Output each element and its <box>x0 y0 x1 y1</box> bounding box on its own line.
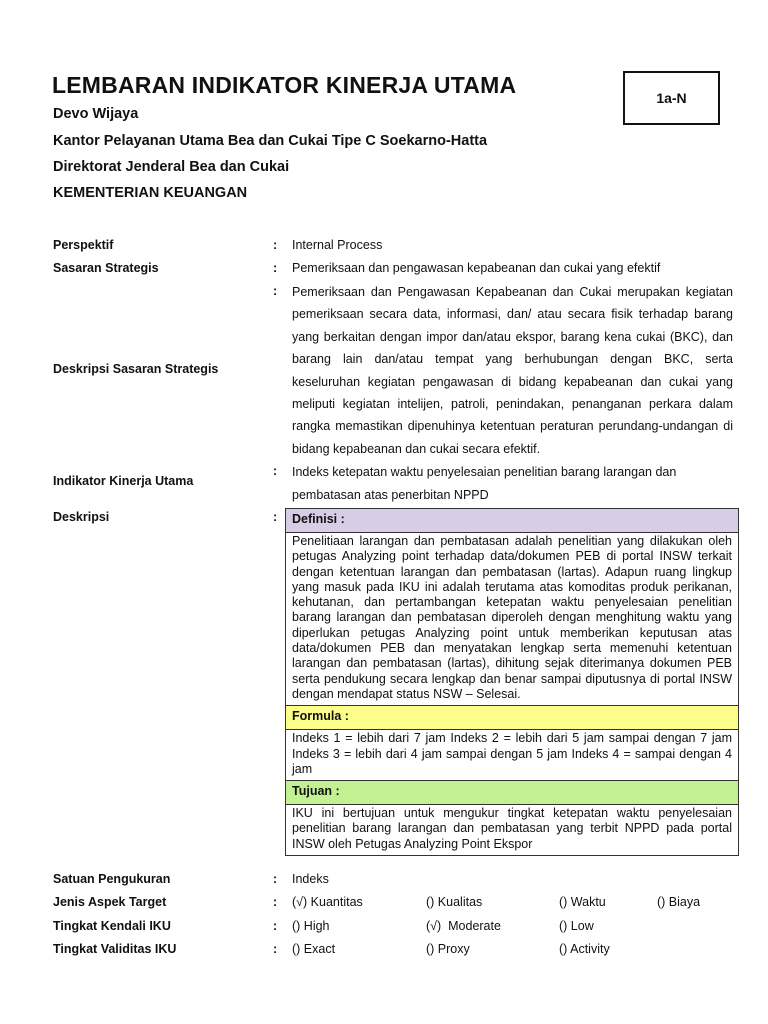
colon: : <box>273 510 278 524</box>
colon: : <box>273 464 278 478</box>
jenis-label: Jenis Aspek Target <box>53 895 167 909</box>
ministry-name: KEMENTERIAN KEUANGAN <box>53 185 248 201</box>
colon: : <box>273 261 278 275</box>
validitas-option-proxy: () Proxy <box>426 942 470 956</box>
satuan-value: Indeks <box>292 872 329 886</box>
deskripsi-label: Deskripsi <box>53 510 110 524</box>
employee-name: Devo Wijaya <box>53 106 139 122</box>
iku-label: Indikator Kinerja Utama <box>53 474 194 488</box>
kendali-option-high: () High <box>292 919 330 933</box>
directorate-name: Direktorat Jenderal Bea dan Cukai <box>53 159 290 175</box>
colon: : <box>273 919 278 933</box>
sasaran-label: Sasaran Strategis <box>53 261 159 275</box>
jenis-option-kuantitas: (√) Kuantitas <box>292 895 363 909</box>
deskripsi-box <box>285 508 739 856</box>
perspektif-label: Perspektif <box>53 238 114 252</box>
colon: : <box>273 872 278 886</box>
formula-body: Indeks 1 = lebih dari 7 jam Indeks 2 = lebih dari 5 jam sampai dengan 7 jam Indeks 3 = lebih dari 4 jam sampai dengan 5 jam Indeks 4 = sampai dengan 4 jam <box>286 730 738 781</box>
page-title: LEMBARAN INDIKATOR KINERJA UTAMA <box>52 72 517 98</box>
definisi-body: Penelitiaan larangan dan pembatasan adalah penelitian yang dilakukan oleh petugas Analyzing point terhadap data/dokumen PEB di portal INSW terkait dengan ketentuan larangan dan pembatasan (lartas). Adapun ruang lingkup yang masuk pada IKU ini adalah terutama atas komoditas produk perikanan, kehutanan, dan pertambangan ketepatan waktu penyelesaian penelitian barang larangan dan pembatasan diperoleh dengan menghitung waktu yang diperlukan petugas Analyzing point untuk memberikan keputusan atas data/dokumen PEB dan menyatakan lengkap serta memenuhi ketentuan larangan dan pembatasan (lartas), dihitung sejak diterimanya dokumen PEB serta pendukung secara lengkap dan benar sampai diputusnya di portal INSW dengan mendapat status NSW – Selesai. <box>286 533 738 706</box>
office-name: Kantor Pelayanan Utama Bea dan Cukai Tipe C Soekarno-Hatta <box>53 133 488 149</box>
kendali-label: Tingkat Kendali IKU <box>53 919 171 933</box>
sasaran-value: Pemeriksaan dan pengawasan kepabeanan dan cukai yang efektif <box>292 261 661 275</box>
validitas-option-exact: () Exact <box>292 942 336 956</box>
satuan-label: Satuan Pengukuran <box>53 872 171 886</box>
definisi-heading: Definisi : <box>286 509 738 533</box>
document-code: 1a-N <box>656 90 687 106</box>
tujuan-heading: Tujuan : <box>286 781 738 805</box>
validitas-label: Tingkat Validitas IKU <box>53 942 177 956</box>
validitas-option-activity: () Activity <box>559 942 610 956</box>
colon: : <box>273 238 278 252</box>
perspektif-value: Internal Process <box>292 238 383 252</box>
kendali-option-low: () Low <box>559 919 594 933</box>
jenis-option-biaya: () Biaya <box>657 895 701 909</box>
colon: : <box>273 942 278 956</box>
kendali-option-moderate: (√) Moderate <box>426 919 501 933</box>
colon: : <box>273 284 278 298</box>
deskripsi-sasaran-label: Deskripsi Sasaran Strategis <box>53 362 219 376</box>
formula-heading: Formula : <box>286 706 738 730</box>
colon: : <box>273 895 278 909</box>
tujuan-body: IKU ini bertujuan untuk mengukur tingkat ketepatan waktu penyelesaian penelitian barang larangan dan pembatasan yang terbit NPPD pada portal INSW oleh Petugas Analyzing Point Ekspor <box>292 806 732 851</box>
deskripsi-sasaran-value: Pemeriksaan dan Pengawasan Kepabeanan dan Cukai merupakan kegiatan pemeriksaan secara data, informasi, dan/ atau secara fisik terhadap barang yang berkaitan dengan impor dan/atau ekspor, barang kena cukai (BKC), dan barang lain dan/atau tempat yang berhubungan dengan BKC, serta keseluruhan kegiatan pengawasan di bidang kepabeanan dan cukai yang meliputi kegiatan intelijen, patroli, penindakan, penanganan perkara dalam rangka memastikan dipenuhinya ketentuan peraturan perundang-undangan di bidang kepabeanan dan cukai secara efektif. <box>292 285 733 456</box>
document-code-box <box>623 71 720 125</box>
jenis-option-waktu: () Waktu <box>559 895 606 909</box>
jenis-option-kualitas: () Kualitas <box>426 895 483 909</box>
iku-value: Indeks ketepatan waktu penyelesaian penelitian barang larangan dan pembatasan atas penerbitan NPPD <box>292 465 677 502</box>
